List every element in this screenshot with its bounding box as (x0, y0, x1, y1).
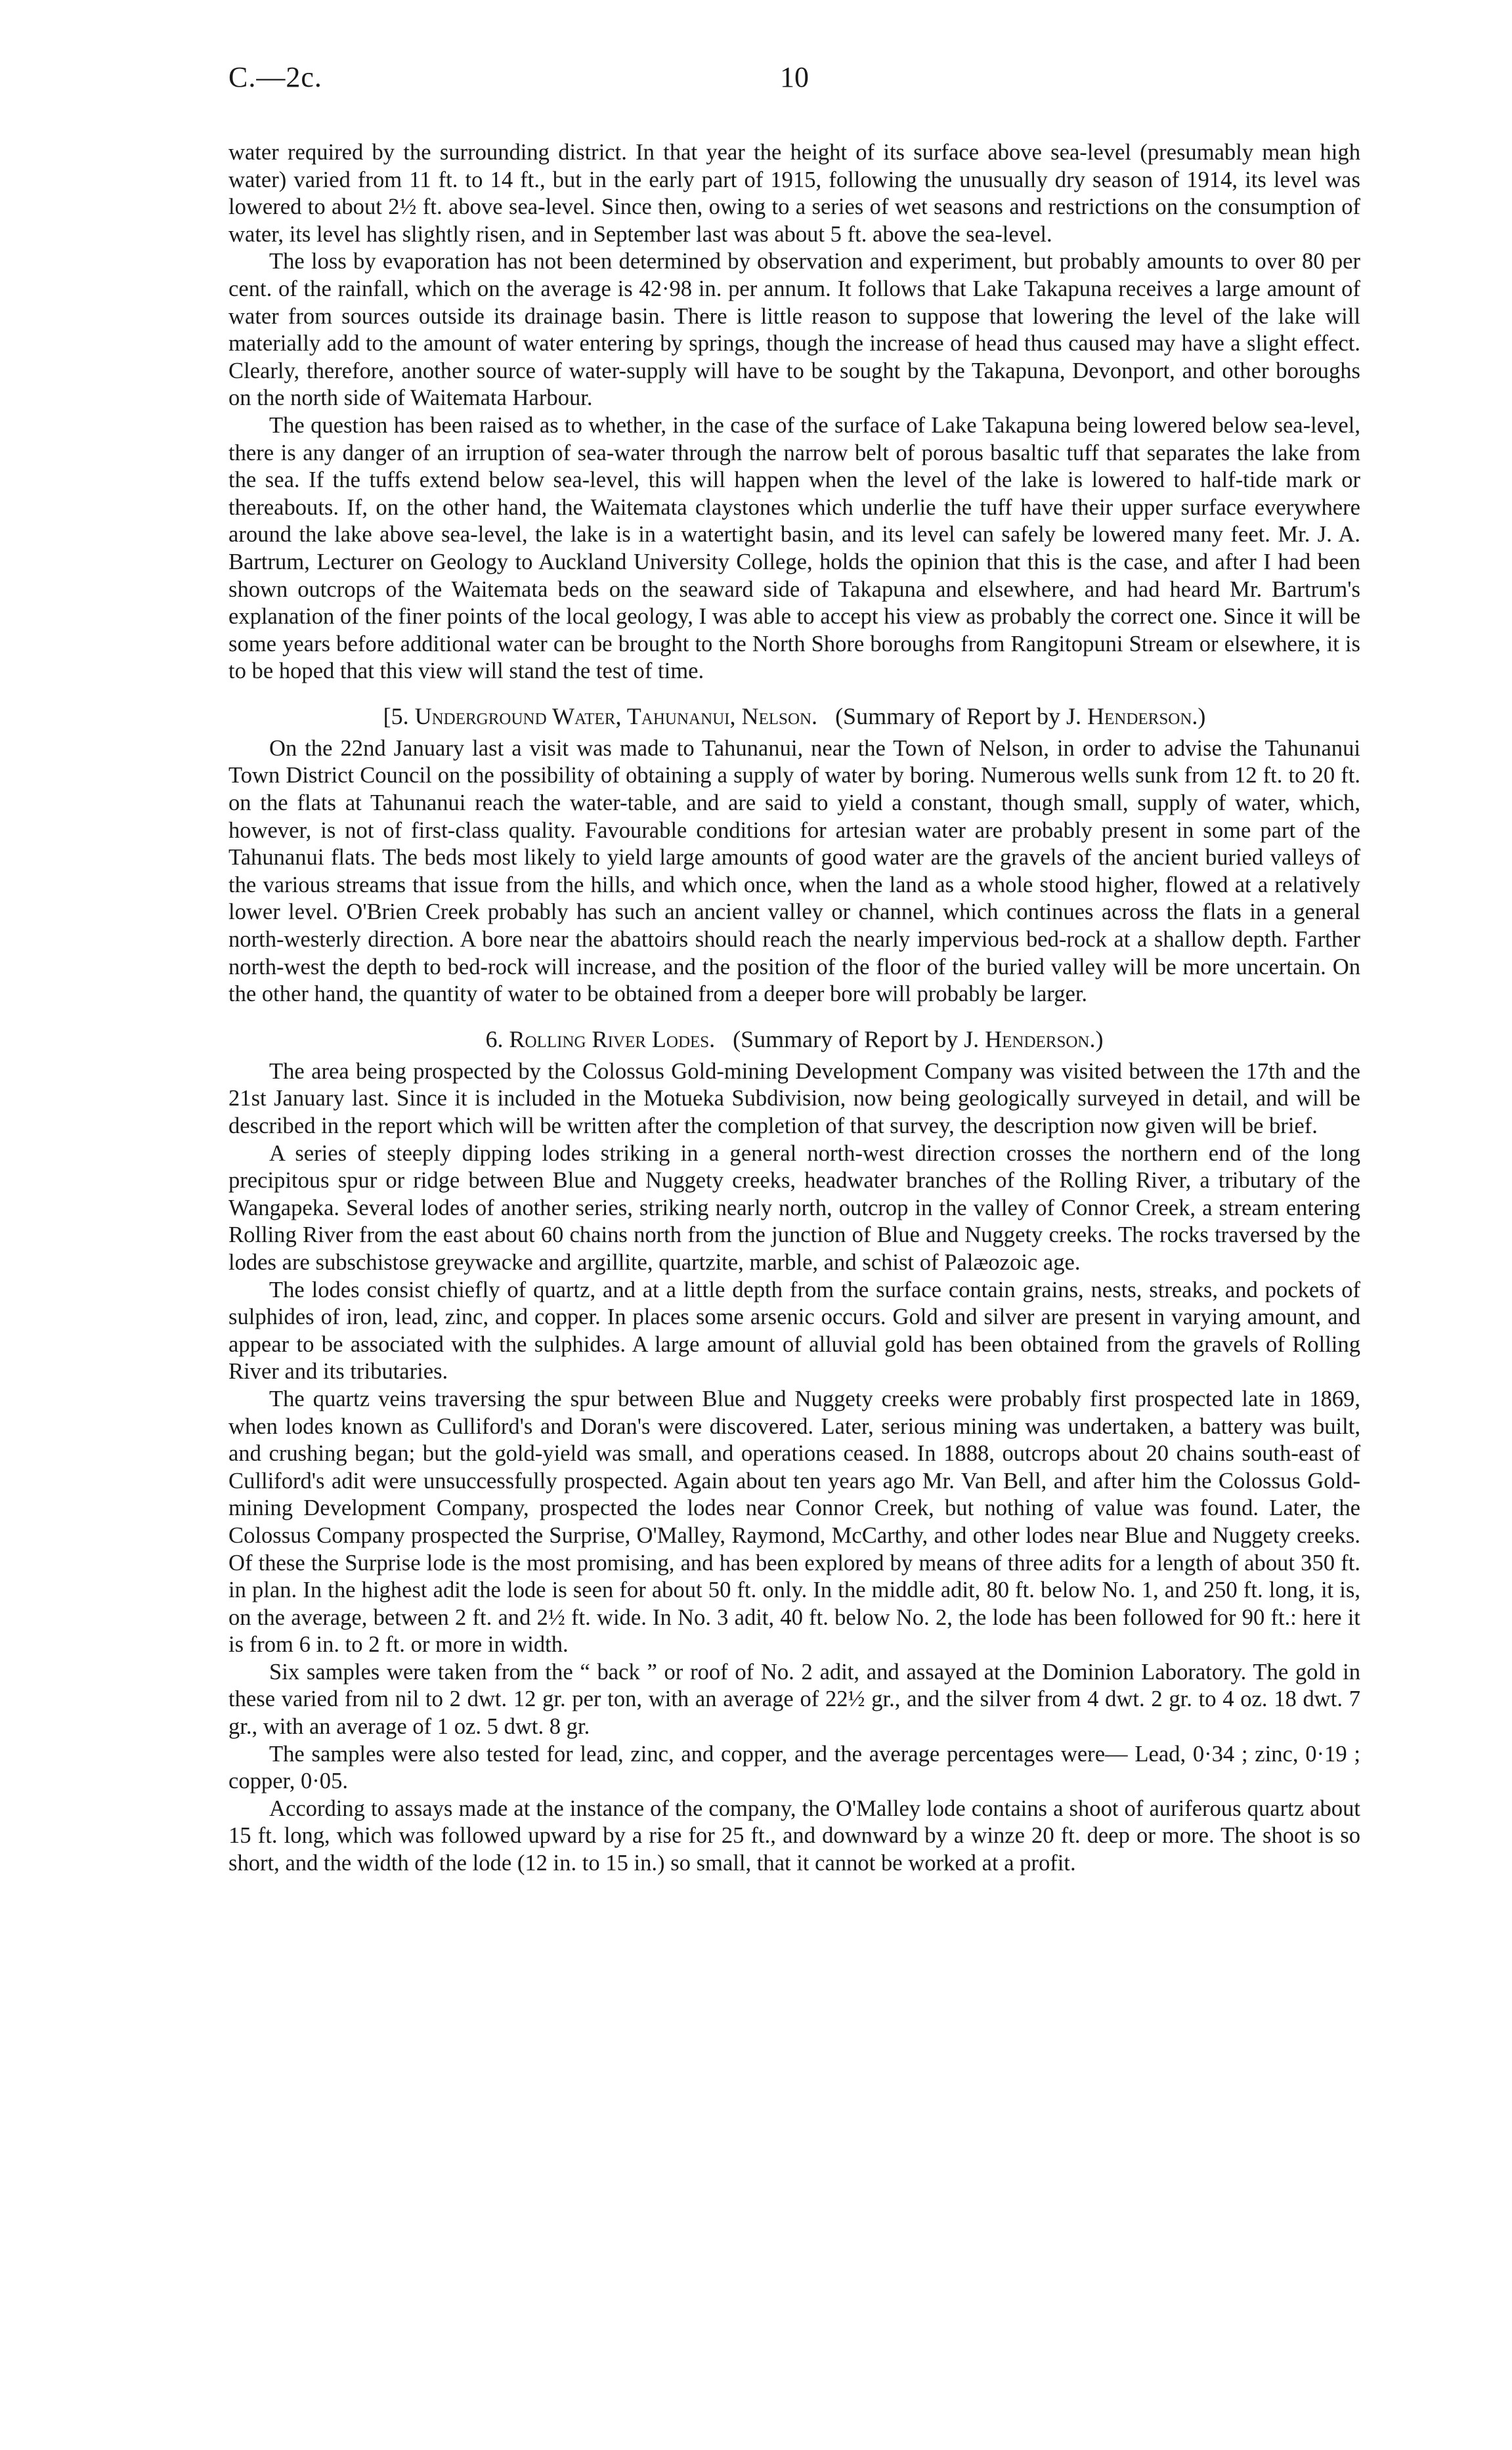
section-author: Henderson.) (985, 1025, 1104, 1052)
section-author: Henderson.) (1087, 702, 1206, 729)
body-paragraph: The loss by evaporation has not been determined by observation and experiment, but probably amounts to over 80 per cent. of the rainfall, which on the average is 42·98 in. per annum. It follows that Lake Takapuna receives a large amount of water from sources outside its drainage basin. There is little reason to suppose that lowering the level of the lake will materially add to the amount of water entering by springs, though the increase of head thus caused may have a slight effect. Clearly, therefore, another source of water-supply will have to be sought by the Takapuna, Devonport, and other boroughs on the north side of Waitemata Harbour. (228, 249, 1360, 411)
section-title: 6. Rolling River Lodes. (485, 1025, 716, 1052)
body-paragraph: water required by the surrounding district. In that year the height of its surface above sea-level (presumably mean high water) varied from 11 ft. to 14 ft., but in the early part of 1915, following the unusually dry season of 1914, its level was lowered to about 2½ ft. above sea-level. Since then, owing to a series of wet seasons and restrictions on the consumption of water, its level has slightly risen, and in September last was about 5 ft. above the sea-level. (228, 140, 1360, 247)
page-number: 10 (780, 61, 809, 93)
section-note: (Summary of Report by J. (835, 702, 1082, 729)
section-heading-rolling-river (228, 1024, 1360, 1054)
body-paragraph: The lodes consist chiefly of quartz, and at a little depth from the surface contain grains, nests, streaks, and pockets of sulphides of iron, lead, zinc, and copper. In places some arsenic occurs. Gold and silver are present in varying amount, and appear to be associated with the sulphides. A large amount of alluvial gold has been obtained from the gravels of Rolling River and its tributaries. (228, 1277, 1360, 1385)
body-paragraph: Six samples were taken from the “ back ” or roof of No. 2 adit, and assayed at the Dominion Laboratory. The gold in these varied from nil to 2 dwt. 12 gr. per ton, with an average of 22½ gr., and the silver from 4 dwt. 2 gr. to 4 oz. 18 dwt. 7 gr., with an average of 1 oz. 5 dwt. 8 gr. (228, 1659, 1360, 1740)
document-code: C.—2c. (228, 61, 322, 93)
body-paragraph: The quartz veins traversing the spur between Blue and Nuggety creeks were probably first prospected late in 1869, when lodes known as Culliford's and Doran's were discovered. Later, serious mining was undertaken, a battery was built, and crushing began; but the gold-yield was small, and operations ceased. In 1888, outcrops about 20 chains south-east of Culliford's adit were unsuccessfully prospected. Again about ten years ago Mr. Van Bell, and after him the Colossus Gold-mining Development Company, prospected the lodes near Connor Creek, but nothing of value was found. Later, the Colossus Company prospected the Surprise, O'Malley, Raymond, McCarthy, and other lodes near Blue and Nuggety creeks. Of these the Surprise lode is the most promising, and has been explored by means of three adits for a length of about 350 ft. in plan. In the highest adit the lode is seen for about 50 ft. only. In the middle adit, 80 ft. below No. 1, and 250 ft. long, it is, on the average, between 2 ft. and 2½ ft. wide. In No. 3 adit, 40 ft. below No. 2, the lode has been followed for 90 ft.: here it is from 6 in. to 2 ft. or more in width. (228, 1386, 1360, 1658)
body-paragraph: The area being prospected by the Colossus Gold-mining Development Company was visited between the 17th and the 21st January last. Since it is included in the Motueka Subdivision, now being geologically surveyed in detail, and will be described in the report which will be written after the completion of that survey, the description now given will be brief. (228, 1058, 1360, 1138)
body-paragraph: The samples were also tested for lead, zinc, and copper, and the average percentages were— Lead, 0·34 ; zinc, 0·19 ; copper, 0·05. (228, 1741, 1360, 1794)
page-header (228, 60, 1360, 113)
page-body (228, 139, 1360, 1878)
section-title: [5. Underground Water, Tahunanui, Nelson. (383, 702, 818, 729)
body-paragraph: According to assays made at the instance of the company, the O'Malley lode contains a shoot of auriferous quartz about 15 ft. long, which was followed upward by a rise for 25 ft., and downward by a winze 20 ft. deep or more. The shoot is so short, and the width of the lode (12 in. to 15 in.) so small, that it cannot be worked at a profit. (228, 1795, 1360, 1876)
section-note: (Summary of Report by J. (733, 1025, 980, 1052)
section-heading-underground-water (228, 701, 1360, 731)
body-paragraph: A series of steeply dipping lodes striking in a general north-west direction crosses the northern end of the long precipitous spur or ridge between Blue and Nuggety creeks, headwater branches of the Rolling River, a tributary of the Wangapeka. Several lodes of another series, striking nearly north, outcrop in the valley of Connor Creek, a stream entering Rolling River from the east about 60 chains north from the junction of Blue and Nuggety creeks. The rocks traversed by the lodes are subschistose greywacke and argillite, quartzite, marble, and schist of Palæozoic age. (228, 1140, 1360, 1275)
body-paragraph: On the 22nd January last a visit was made to Tahunanui, near the Town of Nelson, in order to advise the Tahunanui Town District Council on the possibility of obtaining a supply of water by boring. Numerous wells sunk from 12 ft. to 20 ft. on the flats at Tahunanui reach the water-table, and are said to yield a constant, though small, supply of water, which, however, is not of first-class quality. Favourable conditions for artesian water are probably present in some part of the Tahunanui flats. The beds most likely to yield large amounts of good water are the gravels of the ancient buried valleys of the various streams that issue from the hills, and which once, when the land as a whole stood higher, flowed at a relatively lower level. O'Brien Creek probably has such an ancient valley or channel, which continues across the flats in a general north-westerly direction. A bore near the abattoirs should reach the nearly impervious bed-rock at a shallow depth. Farther north-west the depth to bed-rock will increase, and the position of the floor of the buried valley will be more uncertain. On the other hand, the quantity of water to be obtained from a deeper bore will probably be larger. (228, 735, 1360, 1007)
body-paragraph: The question has been raised as to whether, in the case of the surface of Lake Takapuna being lowered below sea-level, there is any danger of an irruption of sea-water through the narrow belt of porous basaltic tuff that separates the lake from the sea. If the tuffs extend below sea-level, this will happen when the level of the lake is lowered to half-tide mark or thereabouts. If, on the other hand, the Waitemata claystones which underlie the tuff have their upper surface everywhere around the lake above sea-level, the lake is in a watertight basin, and its level can safely be lowered many feet. Mr. J. A. Bartrum, Lecturer on Geology to Auckland University College, holds the opinion that this is the case, and after I had been shown outcrops of the Waitemata beds on the seaward side of Takapuna and elsewhere, and had heard Mr. Bartrum's explanation of the finer points of the local geology, I was able to accept his view as probably the correct one. Since it will be some years before additional water can be brought to the North Shore boroughs from Rangitopuni Stream or elsewhere, it is to be hoped that this view will stand the test of time. (228, 412, 1360, 684)
